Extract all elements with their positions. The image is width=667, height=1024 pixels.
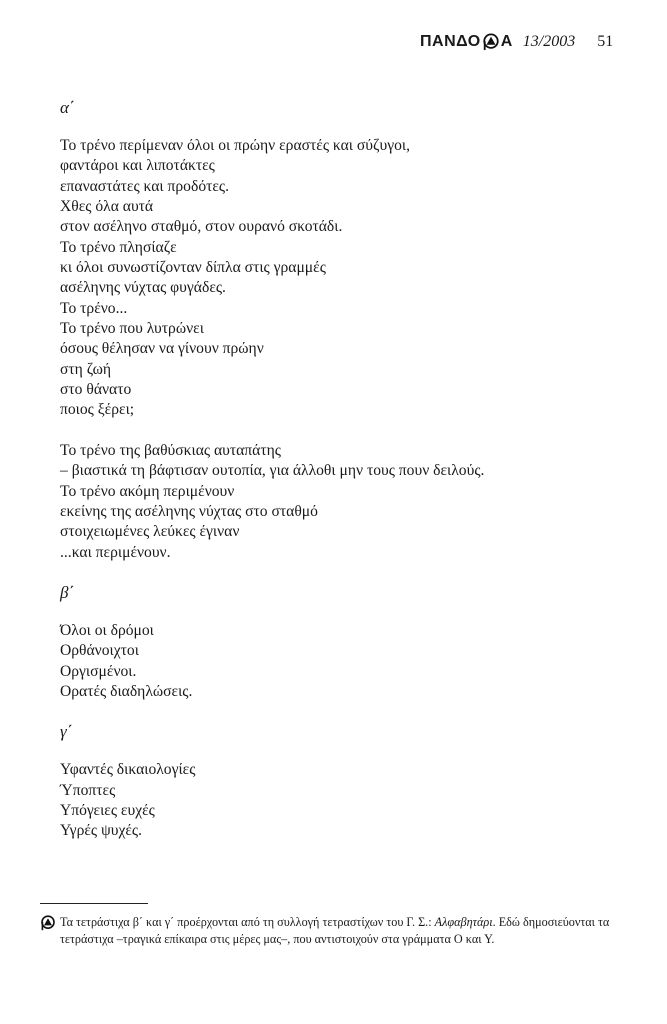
footnote-book-title: Αλφαβητάρι (434, 915, 493, 929)
page-number: 51 (597, 33, 614, 50)
stanza-2 (60, 441, 620, 563)
poem-line: στον ασέληνο σταθμό, στον ουρανό σκοτάδι. (60, 218, 343, 236)
poem-line: επαναστάτες και προδότες. (60, 177, 230, 195)
poem-line: Το τρένο ακόμη περιμένουν (60, 482, 235, 500)
footnote-divider (40, 903, 148, 904)
poem-line: ...και περιμένουν. (60, 543, 171, 561)
poem-line: Όλοι οι δρόμοι (60, 621, 154, 639)
poem-line: Οργισμένοι. (60, 662, 137, 680)
journal-logo (420, 33, 513, 51)
footnote-logo-icon (40, 915, 60, 948)
poem-line: Το τρένο που λυτρώνει (60, 320, 204, 338)
poem-line: Ύποπτες (60, 781, 116, 799)
poem-line: – βιαστικά τη βάφτισαν ουτοπία, για άλλοθι μην τους πουν δειλούς. (60, 462, 485, 480)
poem-line: Το τρένο περίμεναν όλοι οι πρώην εραστές και σύζυγοι, (60, 137, 410, 154)
logo-text-left: ΠΑΝΔΟ (420, 33, 481, 50)
stanza-1 (60, 136, 620, 421)
poem-line: εκείνης της ασέληνης νύχτας στο σταθμό (60, 502, 318, 520)
poem-line: Ορθάνοιχτοι (60, 642, 139, 660)
poem-line: φαντάροι και λιποτάκτες (60, 157, 215, 175)
logo-text-right: Α (500, 33, 513, 50)
poem-line: Χθες όλα αυτά (60, 198, 154, 216)
poem-line: στη ζωή (60, 360, 112, 378)
poem-line: Υφαντές δικαιολογίες (60, 761, 196, 779)
footnote (40, 914, 640, 948)
footnote-part-2: . Εδώ δημοσιεύονται τα τετράστιχα –τραγικά επίκαιρα στις μέρες μας–, που αντιστοιχούν στα γράμματα Ο και Υ. (60, 915, 610, 946)
footnote-text (60, 914, 640, 948)
poem-line: ασέληνης νύχτας φυγάδες. (60, 279, 226, 297)
poem-line: στο θάνατο (60, 381, 132, 399)
issue-number: 13/2003 (522, 33, 576, 50)
section-mark-beta: β΄ (60, 582, 75, 602)
section-mark-alpha: α΄ (60, 98, 75, 117)
running-header (420, 30, 620, 54)
poem-line: ποιος ξέρει; (60, 401, 135, 419)
poem-line: Το τρένο... (60, 299, 128, 317)
poem-line: όσους θέλησαν να γίνουν πρώην (60, 340, 264, 358)
footnote-part-1: Τα τετράστιχα β΄ και γ΄ προέρχονται από τη συλλογή τετραστίχων του Γ. Σ.: (60, 915, 435, 929)
pandora-logo-icon (482, 33, 500, 51)
stanza-gamma (60, 760, 620, 841)
poem-line: Υπόγειες ευχές (60, 801, 155, 819)
poem-line: Το τρένο πλησίαζε (60, 238, 177, 256)
poem-line: στοιχειωμένες λεύκες έγιναν (60, 523, 240, 541)
poem-line: Το τρένο της βαθύσκιας αυταπάτης (60, 441, 281, 459)
stanza-beta (60, 621, 620, 702)
poem-body (60, 98, 620, 842)
poem-line: κι όλοι συνωστίζονταν δίπλα στις γραμμές (60, 259, 326, 277)
poem-line: Ορατές διαδηλώσεις. (60, 682, 193, 700)
poem-line: Υγρές ψυχές. (60, 822, 143, 840)
section-mark-gamma: γ΄ (60, 722, 73, 742)
